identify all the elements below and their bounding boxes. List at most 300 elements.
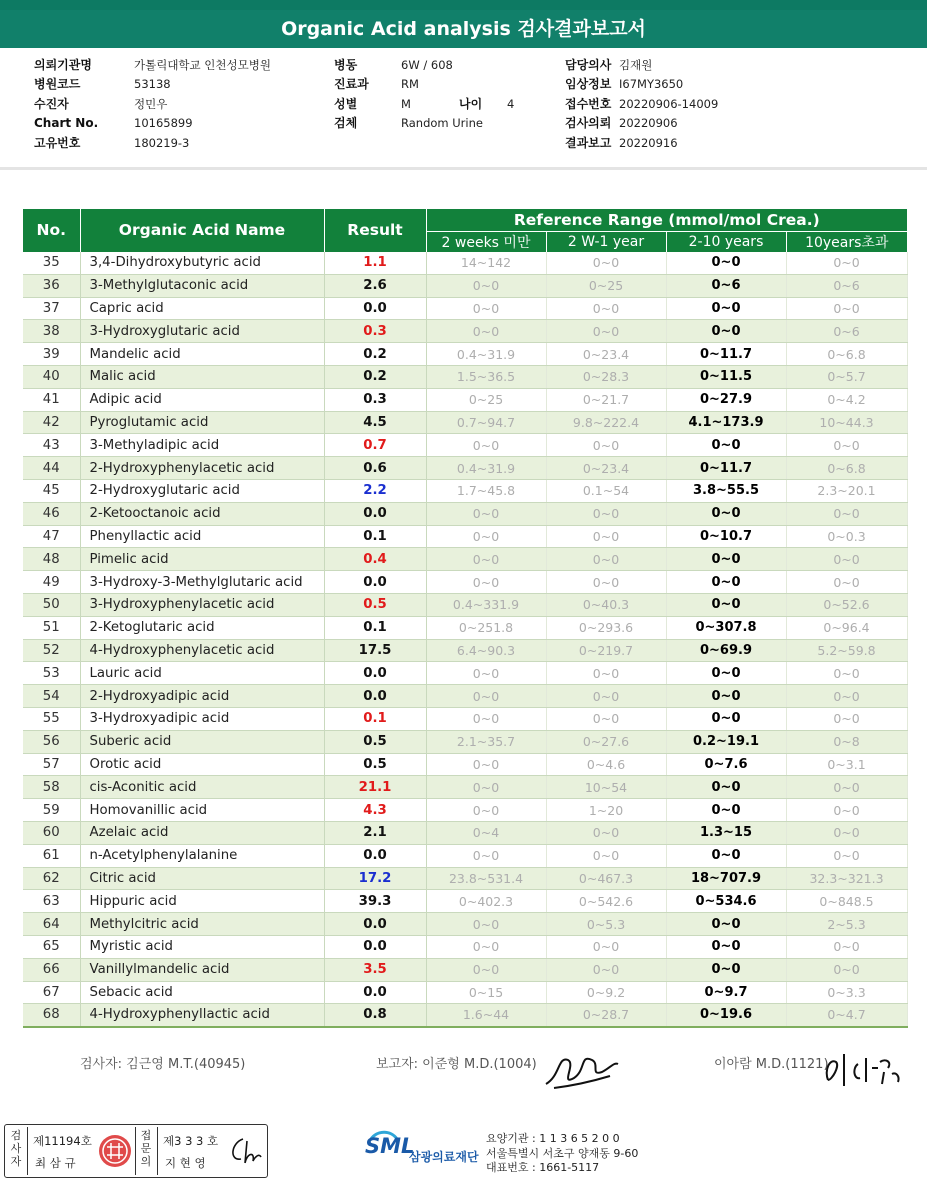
info-value: Random Urine: [401, 116, 483, 131]
row-number: 53: [23, 662, 80, 685]
info-row: [334, 75, 514, 94]
range-2-10years: 0~11.5: [666, 365, 786, 388]
range-2-10years: 0~0: [666, 799, 786, 822]
table-row: [23, 707, 907, 730]
range-2-10years: 0~11.7: [666, 343, 786, 366]
range-over-10years: 0~0: [786, 571, 907, 594]
info-value: 가톨릭대학교 인천성모병원: [134, 58, 271, 72]
acid-name: Pyroglutamic acid: [80, 411, 324, 434]
range-2-10years: 0~0: [666, 571, 786, 594]
acid-name: Mandelic acid: [80, 343, 324, 366]
info-row: [565, 134, 718, 153]
foundation-name: 삼광의료재단: [409, 1150, 479, 1164]
row-number: 39: [23, 343, 80, 366]
row-number: 46: [23, 502, 80, 525]
result-value: 0.5: [324, 753, 426, 776]
table-row: [23, 388, 907, 411]
info-label: 수진자: [34, 96, 69, 111]
phone-number: 대표번호 : 1661-5117: [486, 1161, 600, 1174]
range-over-10years: 0~8: [786, 730, 907, 753]
result-value: 1.1: [324, 252, 426, 275]
range-2w-1year: 0~4.6: [546, 753, 666, 776]
range-2w-1year: 0~0: [546, 525, 666, 548]
range-under-2weeks: 0~0: [426, 935, 546, 958]
agency-number: 요양기관 : 1 1 3 6 5 2 0 0: [486, 1132, 620, 1145]
result-value: 17.2: [324, 867, 426, 890]
table-row: [23, 639, 907, 662]
range-2-10years: 0~9.7: [666, 981, 786, 1004]
reporter-handwritten-signature: [540, 1046, 620, 1092]
section-divider: [0, 167, 927, 170]
acid-name: 3-Methyladipic acid: [80, 434, 324, 457]
stamp-divider: [157, 1127, 158, 1175]
result-value: 0.2: [324, 343, 426, 366]
logo-text: SML: [365, 1134, 415, 1158]
top-accent-bar: [0, 0, 927, 10]
info-label: 담당의사: [565, 58, 612, 72]
range-2w-1year: 0~0: [546, 707, 666, 730]
info-label: 검사의뢰: [565, 116, 612, 131]
row-number: 44: [23, 457, 80, 480]
row-number: 40: [23, 365, 80, 388]
table-row: [23, 799, 907, 822]
range-2-10years: 0~0: [666, 662, 786, 685]
result-value: 0.1: [324, 525, 426, 548]
range-under-2weeks: 1.6~44: [426, 1004, 546, 1027]
range-over-10years: 0~0: [786, 776, 907, 799]
result-value: 0.0: [324, 844, 426, 867]
range-under-2weeks: 0~0: [426, 707, 546, 730]
header-result: Result: [324, 209, 426, 252]
tester-signature: 검사자: 김근영 M.T.(40945): [80, 1057, 246, 1072]
header-no: No.: [23, 209, 80, 252]
info-label: 나이: [459, 96, 483, 111]
range-2-10years: 0~0: [666, 548, 786, 571]
range-over-10years: 0~0: [786, 685, 907, 708]
table-row: [23, 981, 907, 1004]
acid-name: 3-Hydroxyglutaric acid: [80, 320, 324, 343]
row-number: 48: [23, 548, 80, 571]
range-2-10years: 0.2~19.1: [666, 730, 786, 753]
info-value: 180219-3: [134, 135, 190, 150]
range-2-10years: 3.8~55.5: [666, 479, 786, 502]
table-row: [23, 844, 907, 867]
range-over-10years: 0~0: [786, 548, 907, 571]
acid-name: n-Acetylphenylalanine: [80, 844, 324, 867]
row-number: 36: [23, 274, 80, 297]
range-2-10years: 0~0: [666, 434, 786, 457]
range-2-10years: 4.1~173.9: [666, 411, 786, 434]
result-value: 0.0: [324, 297, 426, 320]
acid-name: Methylcitric acid: [80, 913, 324, 936]
range-over-10years: 2~5.3: [786, 913, 907, 936]
range-under-2weeks: 14~142: [426, 252, 546, 275]
row-number: 42: [23, 411, 80, 434]
acid-name: Phenyllactic acid: [80, 525, 324, 548]
acid-name: Homovanillic acid: [80, 799, 324, 822]
acid-name: 3-Hydroxyadipic acid: [80, 707, 324, 730]
range-2-10years: 0~6: [666, 274, 786, 297]
range-under-2weeks: 2.1~35.7: [426, 730, 546, 753]
range-2-10years: 0~534.6: [666, 890, 786, 913]
acid-name: Capric acid: [80, 297, 324, 320]
range-2w-1year: 1~20: [546, 799, 666, 822]
table-row: [23, 958, 907, 981]
row-number: 55: [23, 707, 80, 730]
range-2-10years: 0~0: [666, 252, 786, 275]
range-under-2weeks: 0~0: [426, 502, 546, 525]
range-under-2weeks: 0.7~94.7: [426, 411, 546, 434]
specialist-signature-icon: [225, 1133, 265, 1169]
range-2-10years: 0~0: [666, 502, 786, 525]
range-2w-1year: 0~0: [546, 662, 666, 685]
range-2w-1year: 0~0: [546, 935, 666, 958]
row-number: 66: [23, 958, 80, 981]
table-row: [23, 913, 907, 936]
range-under-2weeks: 0~0: [426, 753, 546, 776]
result-value: 3.5: [324, 958, 426, 981]
row-number: 65: [23, 935, 80, 958]
range-over-10years: 0~3.1: [786, 753, 907, 776]
info-value: 53138: [134, 77, 171, 92]
range-2w-1year: 0~0: [546, 502, 666, 525]
range-over-10years: 0~52.6: [786, 593, 907, 616]
patient-info-col2: [334, 56, 514, 134]
info-row: [334, 56, 514, 75]
row-number: 54: [23, 685, 80, 708]
info-label: Chart No.: [34, 116, 99, 131]
range-2-10years: 0~10.7: [666, 525, 786, 548]
range-2w-1year: 0~0: [546, 548, 666, 571]
range-2-10years: 1.3~15: [666, 821, 786, 844]
range-under-2weeks: 0~0: [426, 799, 546, 822]
result-value: 0.0: [324, 502, 426, 525]
row-number: 43: [23, 434, 80, 457]
range-under-2weeks: 0~0: [426, 571, 546, 594]
range-over-10years: 32.3~321.3: [786, 867, 907, 890]
result-value: 0.0: [324, 981, 426, 1004]
table-row: [23, 434, 907, 457]
info-value: 6W / 608: [401, 58, 453, 72]
table-row: [23, 457, 907, 480]
range-2-10years: 0~0: [666, 707, 786, 730]
patient-info-col1: [34, 56, 271, 153]
address-text: 서울특별시 서초구 양재동 9-60: [486, 1146, 639, 1160]
row-number: 49: [23, 571, 80, 594]
range-over-10years: 0~4.2: [786, 388, 907, 411]
table-row: [23, 935, 907, 958]
range-over-10years: 0~3.3: [786, 981, 907, 1004]
range-over-10years: 2.3~20.1: [786, 479, 907, 502]
result-value: 0.1: [324, 616, 426, 639]
table-row: [23, 411, 907, 434]
range-under-2weeks: 0~0: [426, 320, 546, 343]
range-2-10years: 0~307.8: [666, 616, 786, 639]
table-row: [23, 890, 907, 913]
header-range-2-10years: 2-10 years: [666, 231, 786, 252]
table-row: [23, 685, 907, 708]
table-row: [23, 502, 907, 525]
range-under-2weeks: 0~0: [426, 776, 546, 799]
range-2w-1year: 0~0: [546, 958, 666, 981]
range-2w-1year: 0~40.3: [546, 593, 666, 616]
results-body: [23, 252, 907, 1027]
range-2w-1year: 0~0: [546, 252, 666, 275]
table-row: [23, 297, 907, 320]
range-under-2weeks: 0~0: [426, 685, 546, 708]
footer: [0, 1124, 927, 1184]
range-under-2weeks: 0~0: [426, 525, 546, 548]
range-over-10years: 0~6: [786, 320, 907, 343]
range-2w-1year: 0~21.7: [546, 388, 666, 411]
row-number: 47: [23, 525, 80, 548]
range-2w-1year: 9.8~222.4: [546, 411, 666, 434]
row-number: 62: [23, 867, 80, 890]
range-over-10years: 0~0: [786, 502, 907, 525]
info-label: 성별: [334, 96, 358, 111]
info-row: [34, 95, 271, 114]
acid-name: 3-Hydroxyphenylacetic acid: [80, 593, 324, 616]
result-value: 4.3: [324, 799, 426, 822]
acid-name: Myristic acid: [80, 935, 324, 958]
table-row: [23, 365, 907, 388]
row-number: 57: [23, 753, 80, 776]
range-under-2weeks: 0~0: [426, 913, 546, 936]
range-over-10years: 0~6: [786, 274, 907, 297]
table-row: [23, 343, 907, 366]
result-value: 0.0: [324, 571, 426, 594]
info-label: 접수번호: [565, 96, 612, 111]
range-over-10years: 0~0.3: [786, 525, 907, 548]
range-over-10years: 0~6.8: [786, 343, 907, 366]
table-row: [23, 753, 907, 776]
range-over-10years: 10~44.3: [786, 411, 907, 434]
acid-name: Citric acid: [80, 867, 324, 890]
row-number: 45: [23, 479, 80, 502]
range-2w-1year: 0~0: [546, 434, 666, 457]
header-reference-range: Reference Range (mmol/mol Crea.): [426, 209, 907, 231]
acid-name: 2-Hydroxyglutaric acid: [80, 479, 324, 502]
range-under-2weeks: 0.4~331.9: [426, 593, 546, 616]
acid-name: Orotic acid: [80, 753, 324, 776]
header-range-under-2weeks: 2 weeks 미만: [426, 231, 546, 252]
info-row: [565, 95, 718, 114]
acid-name: Hippuric acid: [80, 890, 324, 913]
range-2w-1year: 0~219.7: [546, 639, 666, 662]
result-value: 0.5: [324, 593, 426, 616]
range-2-10years: 0~0: [666, 297, 786, 320]
range-under-2weeks: 0.4~31.9: [426, 457, 546, 480]
range-2-10years: 0~0: [666, 593, 786, 616]
stamp-tester-number: 제11194호: [33, 1134, 92, 1148]
range-over-10years: 5.2~59.8: [786, 639, 907, 662]
result-value: 2.1: [324, 821, 426, 844]
acid-name: 3,4-Dihydroxybutyric acid: [80, 252, 324, 275]
range-over-10years: 0~0: [786, 252, 907, 275]
info-row: [34, 114, 271, 133]
table-row: [23, 320, 907, 343]
range-2-10years: 0~7.6: [666, 753, 786, 776]
range-over-10years: 0~5.7: [786, 365, 907, 388]
acid-name: 4-Hydroxyphenyllactic acid: [80, 1004, 324, 1027]
range-2w-1year: 0.1~54: [546, 479, 666, 502]
range-over-10years: 0~0: [786, 707, 907, 730]
acid-name: 2-Ketooctanoic acid: [80, 502, 324, 525]
info-value: 정민우: [134, 96, 168, 111]
range-2w-1year: 0~9.2: [546, 981, 666, 1004]
table-row: [23, 548, 907, 571]
info-value: M: [401, 96, 411, 111]
info-row: [34, 56, 271, 75]
result-value: 21.1: [324, 776, 426, 799]
info-row: [565, 114, 718, 133]
acid-name: 4-Hydroxyphenylacetic acid: [80, 639, 324, 662]
info-value: RM: [401, 77, 419, 92]
row-number: 50: [23, 593, 80, 616]
range-under-2weeks: 0~0: [426, 297, 546, 320]
info-row: [34, 75, 271, 94]
range-2-10years: 0~0: [666, 958, 786, 981]
result-value: 0.8: [324, 1004, 426, 1027]
info-row: [334, 95, 514, 114]
red-seal-icon: [97, 1133, 133, 1169]
result-value: 17.5: [324, 639, 426, 662]
stamp-divider: [27, 1127, 28, 1175]
range-2-10years: 0~0: [666, 320, 786, 343]
result-value: 0.6: [324, 457, 426, 480]
table-row: [23, 593, 907, 616]
range-under-2weeks: 1.5~36.5: [426, 365, 546, 388]
table-row: [23, 1004, 907, 1027]
acid-name: Malic acid: [80, 365, 324, 388]
range-over-10years: 0~6.8: [786, 457, 907, 480]
table-row: [23, 821, 907, 844]
range-2-10years: 0~69.9: [666, 639, 786, 662]
range-under-2weeks: 0~4: [426, 821, 546, 844]
range-over-10years: 0~0: [786, 844, 907, 867]
range-over-10years: 0~96.4: [786, 616, 907, 639]
patient-info: [0, 56, 927, 156]
range-under-2weeks: 0~251.8: [426, 616, 546, 639]
range-2w-1year: 0~5.3: [546, 913, 666, 936]
range-under-2weeks: 6.4~90.3: [426, 639, 546, 662]
range-2-10years: 0~0: [666, 776, 786, 799]
info-label: 진료과: [334, 77, 369, 92]
range-over-10years: 0~0: [786, 821, 907, 844]
range-2w-1year: 0~0: [546, 571, 666, 594]
result-value: 2.2: [324, 479, 426, 502]
table-row: [23, 730, 907, 753]
table-row: [23, 525, 907, 548]
table-row: [23, 662, 907, 685]
result-value: 0.5: [324, 730, 426, 753]
info-value: I67MY3650: [619, 77, 684, 92]
result-value: 0.3: [324, 388, 426, 411]
result-value: 0.0: [324, 662, 426, 685]
certification-stamp-box: [4, 1124, 268, 1178]
row-number: 58: [23, 776, 80, 799]
range-2w-1year: 0~542.6: [546, 890, 666, 913]
acid-name: Lauric acid: [80, 662, 324, 685]
range-2w-1year: 0~0: [546, 297, 666, 320]
info-value: 김재원: [619, 58, 653, 72]
range-2w-1year: 0~0: [546, 685, 666, 708]
range-over-10years: 0~4.7: [786, 1004, 907, 1027]
row-number: 41: [23, 388, 80, 411]
range-2w-1year: 0~0: [546, 320, 666, 343]
info-value: 10165899: [134, 116, 193, 131]
table-row: [23, 776, 907, 799]
info-value: 4: [507, 96, 515, 111]
acid-name: Adipic acid: [80, 388, 324, 411]
header-range-over-10years: 10years초과: [786, 231, 907, 252]
result-value: 39.3: [324, 890, 426, 913]
acid-name: Azelaic acid: [80, 821, 324, 844]
info-row: [34, 134, 271, 153]
info-label: 결과보고: [565, 135, 612, 150]
doctor-signature: 이아람 M.D.(1121): [714, 1057, 829, 1072]
result-value: 0.4: [324, 548, 426, 571]
report-title: Organic Acid analysis 검사결과보고서: [0, 10, 927, 48]
row-number: 67: [23, 981, 80, 1004]
row-number: 64: [23, 913, 80, 936]
info-label: 병동: [334, 58, 358, 72]
row-number: 38: [23, 320, 80, 343]
header-range-2w-1year: 2 W-1 year: [546, 231, 666, 252]
range-under-2weeks: 0~15: [426, 981, 546, 1004]
range-over-10years: 0~848.5: [786, 890, 907, 913]
range-under-2weeks: 0~0: [426, 274, 546, 297]
table-row: [23, 867, 907, 890]
range-under-2weeks: 0.4~31.9: [426, 343, 546, 366]
header-name: Organic Acid Name: [80, 209, 324, 252]
reporter-signature: 보고자: 이준형 M.D.(1004): [376, 1057, 537, 1072]
info-value: 20220906-14009: [619, 96, 719, 111]
acid-name: 2-Ketoglutaric acid: [80, 616, 324, 639]
range-under-2weeks: 1.7~45.8: [426, 479, 546, 502]
acid-name: 2-Hydroxyadipic acid: [80, 685, 324, 708]
range-2-10years: 0~0: [666, 844, 786, 867]
range-2-10years: 0~0: [666, 685, 786, 708]
info-label: 검체: [334, 116, 358, 131]
result-value: 0.0: [324, 935, 426, 958]
range-2w-1year: 0~0: [546, 821, 666, 844]
result-value: 0.3: [324, 320, 426, 343]
acid-name: Suberic acid: [80, 730, 324, 753]
range-under-2weeks: 0~0: [426, 548, 546, 571]
acid-name: 3-Hydroxy-3-Methylglutaric acid: [80, 571, 324, 594]
info-label: 임상정보: [565, 77, 612, 92]
row-number: 61: [23, 844, 80, 867]
range-under-2weeks: 0~0: [426, 844, 546, 867]
range-2w-1year: 0~467.3: [546, 867, 666, 890]
info-row: [565, 56, 718, 75]
table-row: [23, 616, 907, 639]
range-under-2weeks: 0~25: [426, 388, 546, 411]
range-over-10years: 0~0: [786, 799, 907, 822]
info-value: 20220916: [619, 135, 678, 150]
range-2w-1year: 0~28.7: [546, 1004, 666, 1027]
acid-name: 2-Hydroxyphenylacetic acid: [80, 457, 324, 480]
result-value: 0.1: [324, 707, 426, 730]
range-under-2weeks: 0~0: [426, 662, 546, 685]
range-under-2weeks: 0~0: [426, 434, 546, 457]
range-2w-1year: 0~27.6: [546, 730, 666, 753]
doctor-handwritten-signature: [822, 1050, 906, 1090]
stamp-specialist-vertical-label: 접문의: [140, 1129, 152, 1168]
range-2-10years: 18~707.9: [666, 867, 786, 890]
stamp-divider: [135, 1127, 136, 1175]
